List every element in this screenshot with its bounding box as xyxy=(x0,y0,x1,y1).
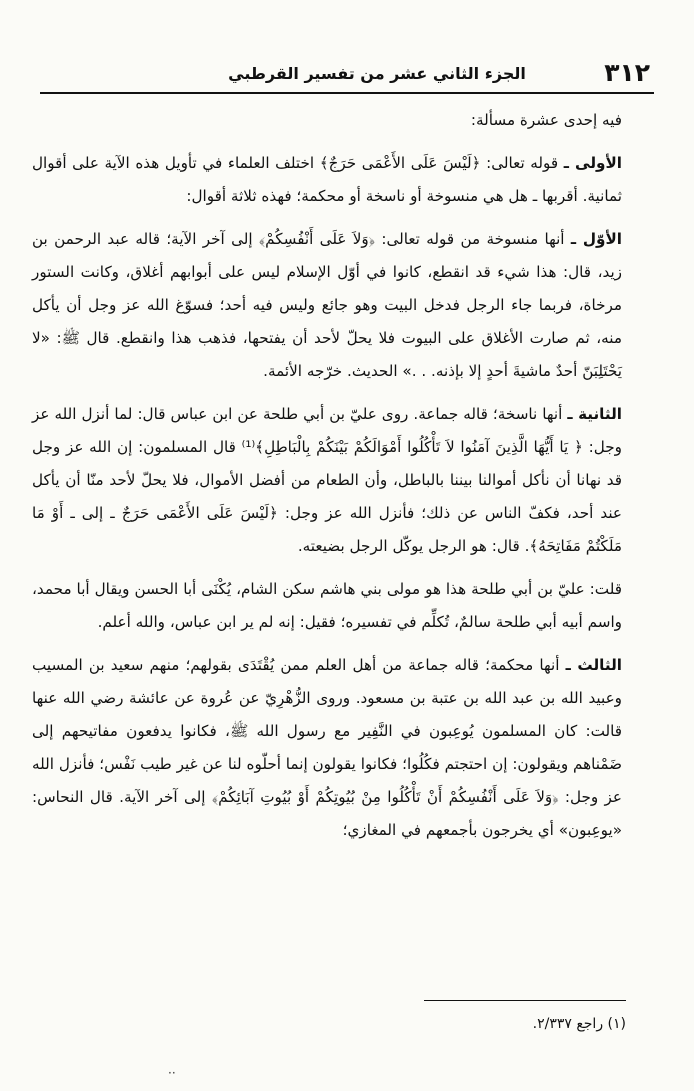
paragraph-lead: الأوّل ـ xyxy=(570,230,622,248)
paragraph-first-issue xyxy=(32,147,658,213)
paragraph-lead: الثالث ـ xyxy=(565,656,622,674)
page-number: ٣١٢ xyxy=(604,58,650,87)
footnote-divider xyxy=(424,1000,626,1001)
paragraph-lead: الأولى ـ xyxy=(563,154,622,172)
paragraph-commentary: قلت: عليّ بن أبي طلحة هذا هو مولى بني هاشم سكن الشام، يُكْنَى أبا الحسن ويقال أبا محمد، واسم أبيه أبي طلحة سالمٌ، تُكلِّم في تفسيره؛ فقيل: إنه لم ير ابن عباس، والله أعلم. xyxy=(32,580,622,631)
paragraph-body: قوله تعالى: ﴿لَيْسَ عَلَى الأَعْمَى حَرَجٌ﴾ اختلف العلماء في تأويل هذه الآية على أقوال ثمانية. أقربها ـ هل هي منسوخة أو ناسخة أو محكمة؛ فهذه ثلاثة أقوال: xyxy=(32,154,622,205)
paragraph-lead: الثانية ـ xyxy=(567,405,622,423)
footnote: (١) راجع ٢/٣٣٧. xyxy=(532,1016,626,1032)
running-title: الجزء الثاني عشر من تفسير القرطبي xyxy=(228,64,526,83)
paragraph-body: أنها ناسخة؛ قاله جماعة. روى عليّ بن أبي طلحة عن ابن عباس قال: لما أنزل الله عز وجل: ﴿ يَا أَيُّهَا الَّذِينَ آمَنُوا لاَ تَأْكُلُوا أَمْوَالَكُمْ بَيْنَكُمْ بِالْبَاطِلِ﴾⁽¹⁾ قال المسلمون: إن الله عز وجل قد نهانا أن نأكل أموالنا بيننا بالباطل، وأن الطعام من أفضل الأموال، فلا يحلّ لأحد منّا أن يأكل عند أحد، فكفّ الناس عن ذلك؛ فأنزل الله عز وجل: ﴿لَيْسَ عَلَى الأَعْمَى حَرَجٌ ـ إلى ـ أَوْ مَا مَلَكْتُمْ مَفَاتِحَهُ﴾. قال: هو الرجل يوكّل الرجل بضيعته. xyxy=(32,405,622,555)
page-marks: ·· xyxy=(168,1066,176,1080)
paragraph-body: أنها منسوخة من قوله تعالى: ﴿وَلاَ عَلَى أَنْفُسِكُمْ﴾ إلى آخر الآية؛ قاله عبد الرحمن بن زيد، قال: هذا شيء قد انقطع، كانوا في أوّل الإسلام ليس على أبوابهم أغلاق، وكانت الستور مرخاة، فربما جاء الرجل فدخل البيت وهو جائع وليس فيه أحد؛ فسوّغ الله عز وجل أن يأكل منه، ثم صارت الأغلاق على البيوت فلا يحلّ لأحد أن يفتحها، فذهب هذا وانقطع. قال ﷺ: «لا يَحْتَلِبَنّ أحدٌ ماشيةَ أحدٍ إلا بإذنه. . .» الحديث. خرّجه الأئمة. xyxy=(32,230,622,380)
paragraph-body: أنها محكمة؛ قاله جماعة من أهل العلم ممن يُقْتَدَى بقولهم؛ منهم سعيد بن المسيب وعبيد الله بن عبد الله بن عتبة بن مسعود. وروى الزُّهْرِيّ عن عُروة عن عائشة رضي الله عنها قالت: كان المسلمون يُوعِبون في النَّفِير مع رسول الله ﷺ، فكانوا يدفعون مفاتيحهم إلى ضَمْناهم ويقولون: إن احتجتم فكُلُوا؛ فكانوا يقولون إنما أحلّوه لنا عن غير طيب نَفْس؛ فأنزل الله عز وجل: ﴿وَلاَ عَلَى أَنْفُسِكُمْ أَنْ تَأْكُلُوا مِنْ بُيُوتِكُمْ أَوْ بُيُوتِ آبَائِكُمْ﴾ إلى آخر الآية. قال النحاس: «يوعِبون» أي يخرجون بأجمعهم في المغازي؛ xyxy=(32,656,622,839)
paragraph-abrogated-view xyxy=(32,223,658,388)
main-text xyxy=(32,104,658,847)
page-header xyxy=(40,58,654,94)
intro-line: فيه إحدى عشرة مسألة: xyxy=(470,111,622,129)
paragraph-definitive-view xyxy=(32,649,658,847)
paragraph-abrogating-view xyxy=(32,398,658,563)
